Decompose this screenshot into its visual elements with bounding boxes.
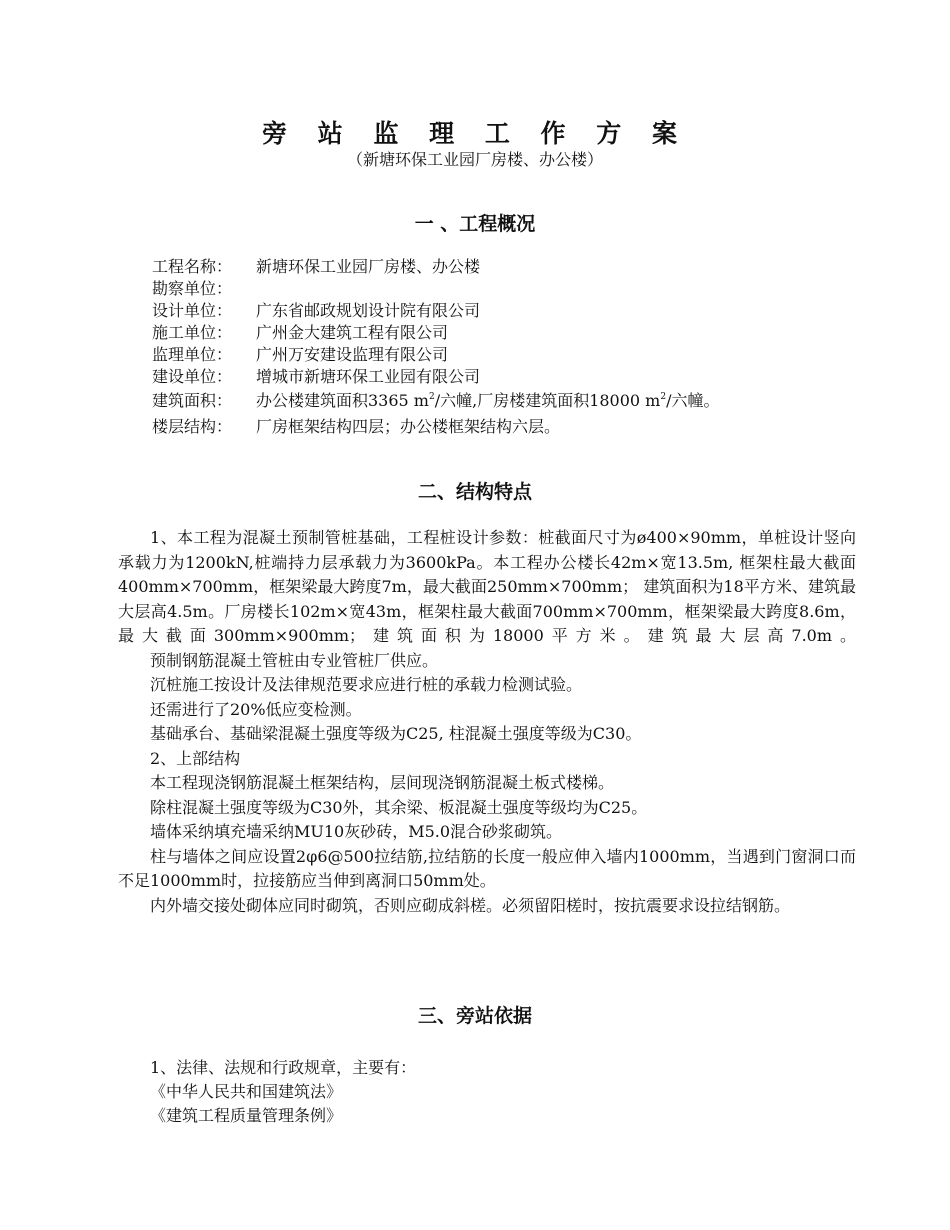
paragraph: 沉桩施工按设计及法律规范要求应进行桩的承载力检测试验。 — [150, 675, 583, 694]
info-row-construction-unit — [152, 322, 720, 344]
paragraph: 内外墙交接处砌体应同时砌筑，否则应砌成斜槎。必须留阳槎时，按抗震要求设拉结钢筋。 — [150, 895, 791, 915]
info-value: 厂房框架结构四层；办公楼框架结构六层。 — [256, 417, 561, 436]
section-heading-basis: 三、旁站依据 — [417, 1005, 532, 1027]
document-title: 旁 站 监 理 工 作 方 案 — [262, 119, 688, 148]
info-value: 新塘环保工业园厂房楼、办公楼 — [256, 257, 481, 276]
basis-list — [150, 1056, 416, 1128]
info-label: 勘察单位： — [152, 279, 233, 298]
info-row-supervision-unit — [152, 344, 720, 366]
info-label: 施工单位： — [152, 323, 233, 342]
paragraph: 还需进行了20%低应变检测。 — [150, 699, 362, 719]
project-info-list — [152, 256, 720, 440]
paragraph: 1、本工程为混凝土预制管桩基础，工程桩设计参数：桩截面尺寸为ø400×90mm，单桩设计竖向承载力为1200kN,桩端持力层承载力为3600kPa。本工程办公楼长42m×宽13.5m, 框架柱最大截面400mm×700mm，框架梁最大跨度7m，最大截面250mm×700mm； 建筑面积为18平方米、建筑最大层高4.5m。厂房楼长102m×宽43m，框架柱最大截面700mm×700mm，框架梁最大跨度8.6m， 最大截面300mm×900mm；建筑面积为18000平方米。建筑最大层高7.0m。 — [118, 528, 856, 645]
area-text-1: 办公楼建筑面积3365 m — [256, 391, 429, 410]
info-row-floor-structure — [152, 414, 720, 440]
list-item: 《建筑工程质量管理条例》 — [150, 1106, 343, 1125]
info-row-owner-unit — [152, 366, 720, 388]
info-label: 建筑面积： — [152, 391, 233, 410]
info-label: 工程名称： — [152, 257, 233, 276]
info-row-design-unit — [152, 300, 720, 322]
structure-body — [118, 526, 856, 918]
section-heading-structure: 二、结构特点 — [417, 481, 532, 503]
info-row-project-name — [152, 256, 720, 278]
info-row-survey-unit — [152, 278, 720, 300]
info-label: 楼层结构： — [152, 417, 233, 436]
info-label: 监理单位： — [152, 345, 233, 364]
paragraph: 墙体采纳填充墙采纳MU10灰砂砖，M5.0混合砂浆砌筑。 — [150, 822, 563, 841]
paragraph: 本工程现浇钢筋混凝土框架结构，层间现浇钢筋混凝土板式楼梯。 — [150, 773, 615, 792]
paragraph: 除柱混凝土强度等级为C30外，其余梁、板混凝土强度等级均为C25。 — [150, 797, 648, 817]
paragraph: 预制钢筋混凝土管桩由专业管桩厂供应。 — [150, 650, 439, 670]
paragraph: 基础承台、基础梁混凝土强度等级为C25, 柱混凝土强度等级为C30。 — [150, 724, 642, 743]
area-unit-superscript: 2 — [428, 392, 435, 402]
paragraph: 2、上部结构 — [150, 748, 241, 768]
paragraph: 柱与墙体之间应设置2φ6@500拉结筋,拉结筋的长度一般应伸入墙内1000mm，当遇到门窗洞口而不足1000mm时，拉接筋应当伸到离洞口50mm处。 — [118, 846, 856, 890]
info-label: 设计单位： — [152, 301, 233, 320]
area-text-2: /六幢,厂房楼建筑面积18000 m — [434, 391, 661, 410]
info-row-building-area — [152, 388, 720, 414]
area-unit-superscript: 2 — [660, 392, 667, 402]
info-value: 增城市新塘环保工业园有限公司 — [256, 367, 481, 386]
info-value: 广东省邮政规划设计院有限公司 — [256, 301, 481, 320]
area-text-3: /六幢。 — [666, 391, 720, 410]
list-item: 1、法律、法规和行政规章，主要有： — [150, 1058, 417, 1077]
document-subtitle: （新塘环保工业园厂房楼、办公楼） — [346, 150, 603, 169]
info-value: 广州万安建设监理有限公司 — [256, 345, 449, 364]
info-value: 广州金大建筑工程有限公司 — [256, 323, 449, 342]
list-item: 《中华人民共和国建筑法》 — [150, 1082, 343, 1101]
section-heading-overview: 一 、工程概况 — [414, 213, 536, 235]
info-label: 建设单位： — [152, 367, 233, 386]
